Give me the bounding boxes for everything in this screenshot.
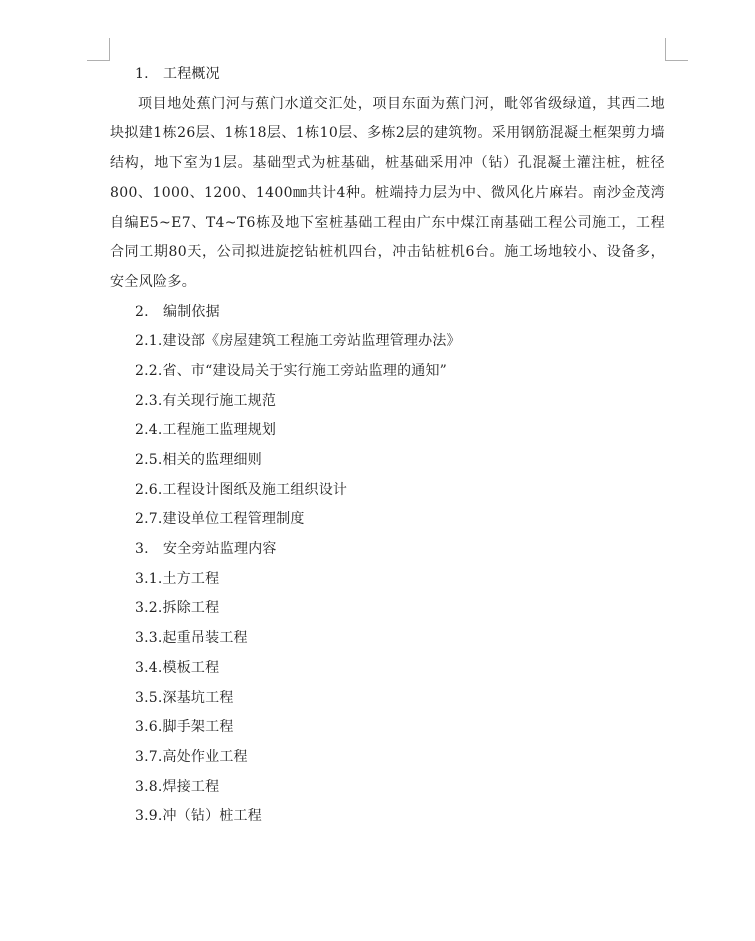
section-heading-3 [110,535,665,565]
list-item [110,594,665,624]
list-item [110,387,665,417]
item-text: 高处作业工程 [162,748,248,765]
section-title: 工程概况 [163,66,220,82]
item-number: 2.1. [135,333,163,350]
item-text: 建设部《房屋建筑工程施工旁站监理管理办法》 [162,333,461,350]
list-item [110,357,665,387]
section-number: 2. [135,303,149,320]
item-text: 起重吊装工程 [162,630,248,647]
section-title: 安全旁站监理内容 [163,541,277,558]
item-text: 脚手架工程 [162,719,234,736]
item-text: 深基坑工程 [162,689,234,706]
list-item [110,476,665,506]
list-item [110,565,665,595]
item-number: 3.6. [135,719,163,736]
item-number: 3.9. [135,808,163,825]
item-number: 2.5. [135,452,163,469]
item-number: 3.3. [135,630,163,647]
item-text: 省、市“建设局关于实行施工旁站监理的通知” [162,362,448,379]
item-text: 有关现行施工规范 [162,392,277,409]
item-number: 2.7. [135,511,163,528]
list-item [110,654,665,684]
item-text: 冲（钻）桩工程 [162,808,262,825]
item-text: 工程设计图纸及施工组织设计 [162,481,348,498]
list-item [110,624,665,654]
list-item [110,743,665,773]
item-text: 土方工程 [162,570,220,587]
item-text: 模板工程 [162,659,220,676]
item-text: 工程施工监理规划 [162,422,277,439]
list-item [110,773,665,803]
section-title: 编制依据 [163,303,220,320]
item-number: 3.8. [135,778,163,795]
list-item [110,505,665,535]
section-heading-1 [110,60,665,90]
item-number: 2.6. [135,481,163,498]
section-number: 3. [135,541,149,558]
list-item [110,713,665,743]
item-number: 2.2. [135,362,163,379]
list-item [110,446,665,476]
item-text: 建设单位工程管理制度 [162,511,305,528]
list-item [110,684,665,714]
overview-paragraph: 项目地处蕉门河与蕉门水道交汇处，项目东面为蕉门河，毗邻省级绿道，其西二地块拟建1栋26层、1栋18层、1栋10层、多栋2层的建筑物。采用钢筋混凝土框架剪力墙结构，地下室为1层。基础型式为桩基础，桩基础采用冲（钻）孔混凝土灌注桩，桩径800、1000、1200、1400㎜共计4种。桩端持力层为中、微风化片麻岩。南沙金茂湾自编E5~E7、T4~T6栋及地下室桩基础工程由广东中煤江南基础工程公司施工，工程合同工期80天，公司拟进旋挖钻桩机四台，冲击钻桩机6台。施工场地较小、设备多，安全风险多。 [110,95,665,290]
item-number: 2.4. [135,422,163,439]
margin-corner-top-left [87,38,110,61]
item-text: 相关的监理细则 [162,452,262,469]
margin-corner-top-right [665,38,688,61]
list-item [110,802,665,832]
item-number: 3.4. [135,659,163,676]
list-item [110,416,665,446]
item-number: 3.7. [135,748,163,765]
document-body [110,60,665,832]
item-number: 3.5. [135,689,163,706]
item-text: 焊接工程 [162,778,220,795]
item-number: 3.2. [135,600,163,617]
section-heading-2 [110,298,665,328]
item-number: 2.3. [135,392,163,409]
section-number: 1. [135,66,149,82]
list-item [110,327,665,357]
item-number: 3.1. [135,570,163,587]
item-text: 拆除工程 [162,600,220,617]
